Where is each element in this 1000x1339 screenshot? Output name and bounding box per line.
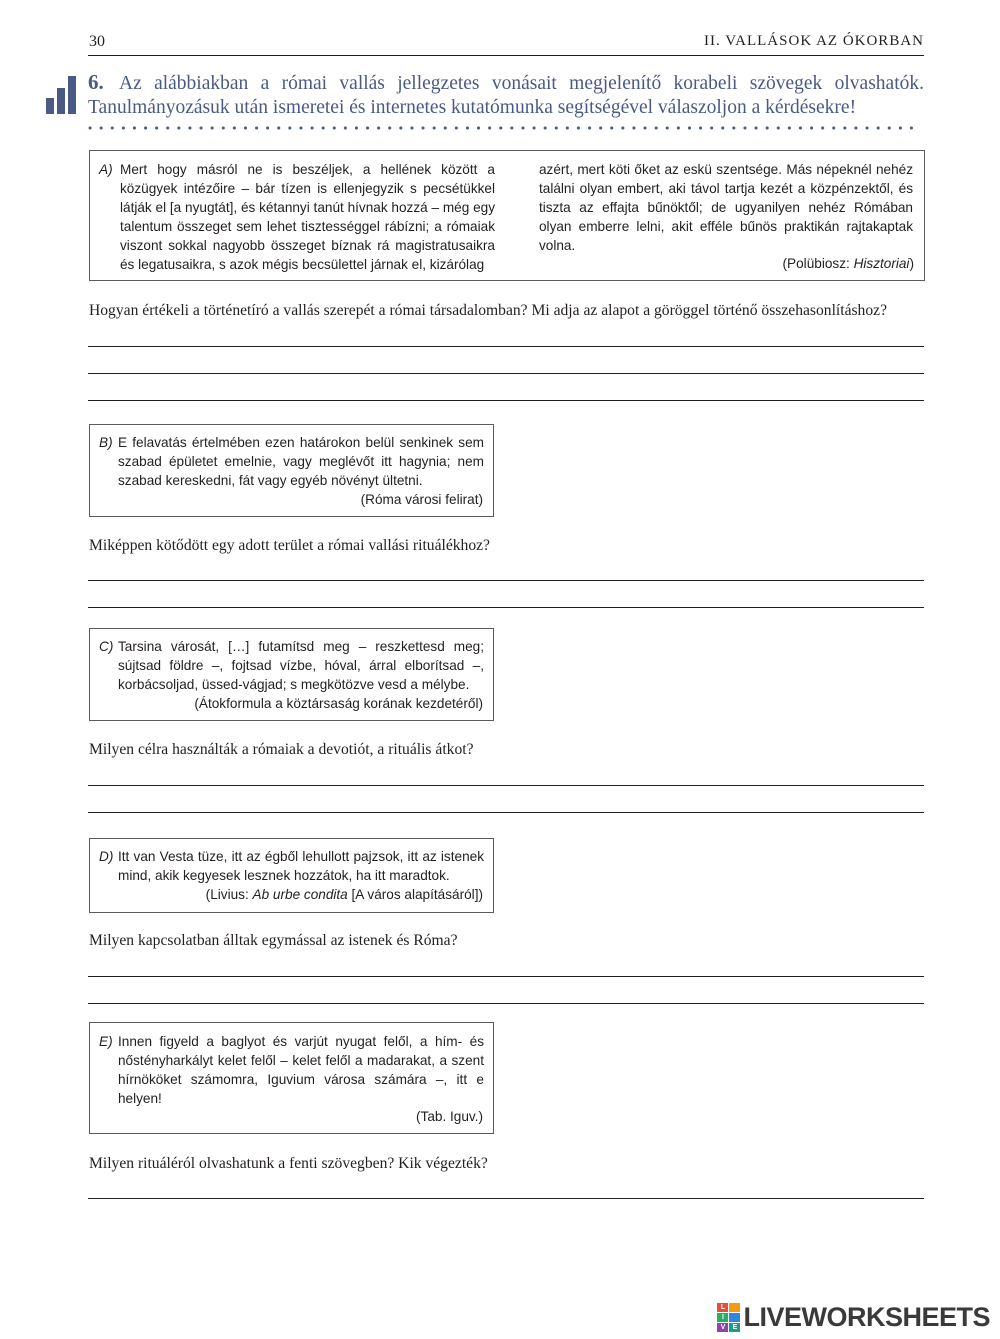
logo-wordmark: LIVEWORKSHEETS	[743, 1301, 990, 1332]
source-citation: (Tab. Iguv.)	[416, 1109, 483, 1124]
source-text: Itt van Vesta tüze, itt az égből lehullott pajzsok, itt az istenek mind, akik kegyesek lesznek hozzátok, ha itt maradtok.	[118, 849, 484, 883]
source-box-c	[89, 628, 494, 721]
source-box-e	[89, 1022, 494, 1134]
source-label: E)	[99, 1034, 113, 1049]
bar-chart-icon	[46, 76, 76, 114]
answer-line[interactable]	[88, 812, 924, 813]
source-label: A)	[99, 162, 113, 177]
source-box-d	[89, 838, 494, 913]
source-text-right: azért, mert köti őket az eskü szentsége. Más népeknél nehéz találni olyan embert, aki távol tartja kezét a közpénzektől, és tiszta az effajta bűnöktől; de ugyanilyen nehéz Rómában olyan emberre lelni, akit efféle bűnös praktikán rajtakaptak volna.	[539, 162, 913, 253]
header-divider	[88, 55, 924, 56]
answer-line[interactable]	[88, 1003, 924, 1004]
answer-line[interactable]	[88, 580, 924, 581]
source-label: D)	[99, 849, 114, 864]
source-citation: (Róma városi felirat)	[360, 492, 483, 507]
task-instruction-text: Az alábbiakban a római vallás jellegzetes vonásait megjelenítő korabeli szövegek olvashatók. Tanulmányozásuk után ismeretei és internetes kutatómunka segítségével válaszoljon a kérdésekre!	[88, 73, 924, 118]
task-number: 6.	[88, 70, 104, 94]
task-instruction	[88, 70, 924, 120]
source-label: B)	[99, 435, 113, 450]
page-number: 30	[89, 33, 105, 50]
logo-blocks: L I V E	[717, 1303, 740, 1332]
answer-line[interactable]	[88, 976, 924, 977]
source-text: Innen figyeld a baglyot és varjút nyugat felől, a hím- és nőstényharkályt kelet felől – kelet felől a madarakat, a szent hírnököket számomra, Iguvium városa számára –, itt e helyen!	[118, 1034, 484, 1106]
chapter-title: II. VALLÁSOK AZ ÓKORBAN	[704, 33, 924, 49]
liveworksheets-logo	[717, 1302, 990, 1332]
question-5: Milyen rituáléról olvashatunk a fenti szövegben? Kik végezték?	[89, 1155, 488, 1172]
source-box-b	[89, 424, 494, 517]
answer-line[interactable]	[88, 346, 924, 347]
source-citation: (Livius: Ab urbe condita [A város alapításáról])	[205, 887, 483, 902]
source-text: E felavatás értelmében ezen határokon belül senkinek sem szabad épületet emelnie, vagy meglévőt itt hagynia; nem szabad kereskedni, fát vagy egyéb növényt ültetni.	[118, 435, 484, 488]
source-box-a	[89, 150, 925, 281]
question-2: Miképpen kötődött egy adott terület a római vallási rituálékhoz?	[89, 537, 490, 554]
source-citation: (Átokformula a köztársaság korának kezdetéről)	[194, 696, 483, 711]
question-4: Milyen kapcsolatban álltak egymással az istenek és Róma?	[89, 932, 458, 949]
answer-line[interactable]	[88, 400, 924, 401]
source-text: Tarsina városát, […] futamítsd meg – reszkettesd meg; sújtsad földre –, fojtsad vízbe, hóval, árral elborítsad –, korbácsoljad, üssed-vágjad; s megkötözve vesd a mélybe.	[118, 639, 484, 692]
dotted-divider	[88, 124, 924, 132]
answer-line[interactable]	[88, 373, 924, 374]
source-text-left: Mert hogy másról ne is beszéljek, a hellének között a közügyek intézőire – bár tízen is ellenjegyzik s pecsétükkel látják el [a nyugtát], és kétannyi tanút hívnak hozzá – még egy talentum összeget sem lehet tisztességgel rábízni; a rómaiak viszont sokkal nagyobb összeget bíznak rá magistratusaikra és legatusaikra, s azok mégis becsülettel járnak el, kizárólag	[120, 162, 495, 272]
answer-line[interactable]	[88, 1198, 924, 1199]
answer-line[interactable]	[88, 607, 924, 608]
question-3: Milyen célra használták a rómaiak a devotiót, a rituális átkot?	[89, 741, 474, 758]
source-label: C)	[99, 639, 114, 654]
answer-line[interactable]	[88, 785, 924, 786]
source-citation: (Polübiosz: Hisztoriai)	[782, 256, 914, 271]
question-1: Hogyan értékeli a történetíró a vallás szerepét a római társadalomban? Mi adja az alapot a göröggel történő összehasonlításhoz?	[89, 302, 887, 319]
